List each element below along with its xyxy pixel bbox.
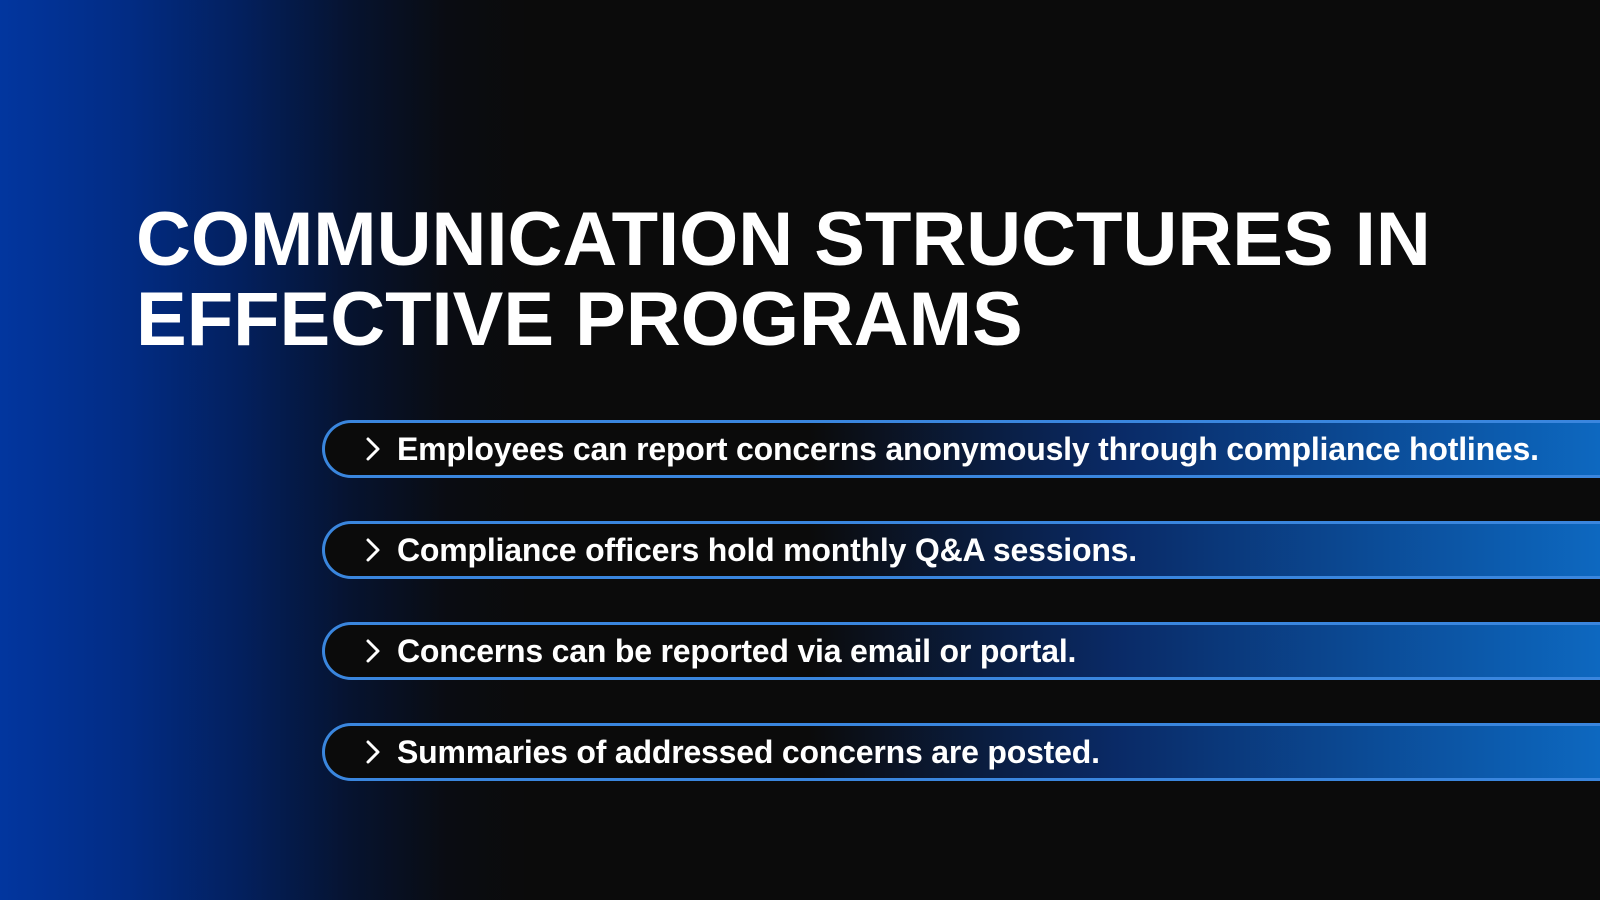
bullet-list bbox=[322, 420, 1600, 824]
chevron-right-icon bbox=[361, 538, 385, 562]
chevron-right-icon bbox=[361, 639, 385, 663]
bullet-item bbox=[322, 521, 1600, 579]
bullet-item bbox=[322, 723, 1600, 781]
bullet-text: Compliance officers hold monthly Q&A sessions. bbox=[397, 532, 1137, 568]
bullet-text: Employees can report concerns anonymously through compliance hotlines. bbox=[397, 431, 1539, 467]
bullet-text: Concerns can be reported via email or portal. bbox=[397, 633, 1077, 669]
bullet-text: Summaries of addressed concerns are posted. bbox=[397, 734, 1100, 770]
chevron-right-icon bbox=[361, 437, 385, 461]
slide-title-line-1: COMMUNICATION STRUCTURES IN bbox=[136, 197, 1431, 282]
chevron-right-icon bbox=[361, 740, 385, 764]
bullet-item bbox=[322, 420, 1600, 478]
bullet-item bbox=[322, 622, 1600, 680]
slide-title-line-2: EFFECTIVE PROGRAMS bbox=[136, 277, 1023, 362]
slide-title bbox=[136, 197, 1556, 362]
